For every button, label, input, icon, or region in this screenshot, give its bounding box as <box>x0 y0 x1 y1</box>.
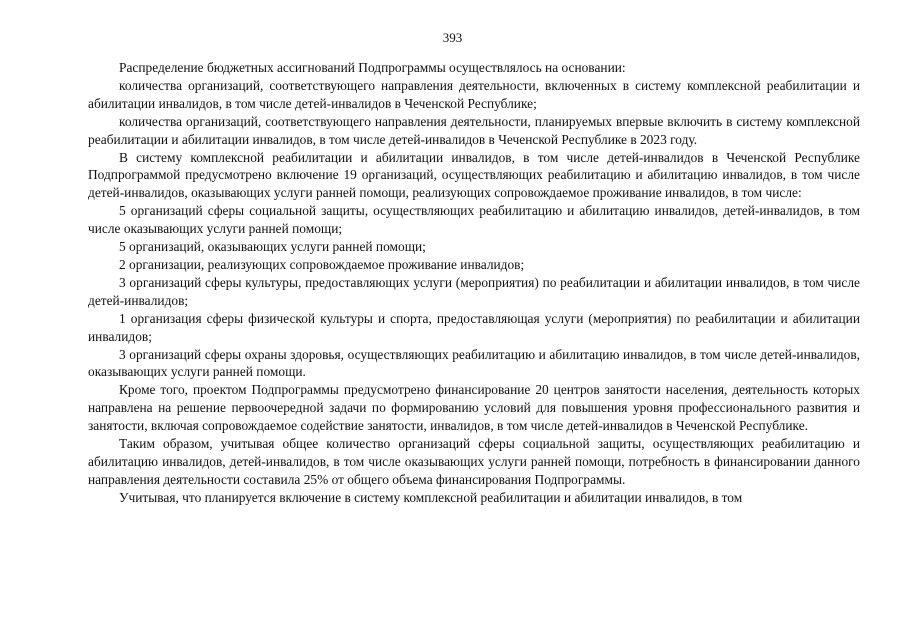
paragraph: количества организаций, соответствующего направления деятельности, включенных в систему комплексной реабилитации и абилитации инвалидов, в том числе детей-инвалидов в Чеченской Республике; <box>88 77 860 111</box>
paragraph: 3 организаций сферы охраны здоровья, осуществляющих реабилитацию и абилитацию инвалидов, в том числе детей-инвалидов, оказывающих услуги ранней помощи. <box>88 346 860 380</box>
paragraph: Таким образом, учитывая общее количество организаций сферы социальной защиты, осуществляющих реабилитацию и абилитацию инвалидов, детей-инвалидов, в том числе оказывающих услуги ранней помощи, потребность в финансировании данного направления деятельности составила 25% от общего объема финансирования Подпрограммы. <box>88 436 860 487</box>
paragraph: 2 организации, реализующих сопровождаемое проживание инвалидов; <box>119 256 525 272</box>
paragraph: количества организаций, соответствующего направления деятельности, планируемых впервые включить в систему комплексной реабилитации и абилитации инвалидов, в том числе детей-инвалидов в Чеченской Республике в 2023 году. <box>88 113 860 147</box>
paragraph: 5 организаций, оказывающих услуги ранней помощи; <box>119 239 426 255</box>
paragraph: Кроме того, проектом Подпрограммы предусмотрено финансирование 20 центров занятости населения, деятельность которых направлена на решение первоочередной задачи по формированию условий для повышения уровня профессионального развития и занятости, включая сопровождаемое содействие занятости, инвалидов, в том числе детей-инвалидов в Чеченской Республике. <box>88 382 860 434</box>
paragraph: Учитывая, что планируется включение в систему комплексной реабилитации и абилитации инвалидов, в том <box>119 489 743 505</box>
page-number: 393 <box>442 30 463 45</box>
document-body <box>88 59 860 507</box>
paragraph: 3 организаций сферы культуры, предоставляющих услуги (мероприятия) по реабилитации и абилитации инвалидов, в том числе детей-инвалидов; <box>88 274 860 308</box>
paragraph: Распределение бюджетных ассигнований Подпрограммы осуществлялось на основании: <box>119 60 626 75</box>
paragraph: 5 организаций сферы социальной защиты, осуществляющих реабилитацию и абилитацию инвалидов, детей-инвалидов, в том числе оказывающих услуги ранней помощи; <box>88 203 860 237</box>
paragraph: 1 организация сферы физической культуры и спорта, предоставляющая услуги (мероприятия) по реабилитации и абилитации инвалидов; <box>88 310 860 344</box>
paragraph: В систему комплексной реабилитации и абилитации инвалидов, в том числе детей-инвалидов в Чеченской Республике Подпрограммой предусмотрено включение 19 организаций, осуществляющих реабилитацию и абилитацию инвалидов, в том числе детей-инвалидов, оказывающих услуги ранней помощи, реализующих сопровождаемое проживание инвалидов, в том числе: <box>88 149 860 201</box>
